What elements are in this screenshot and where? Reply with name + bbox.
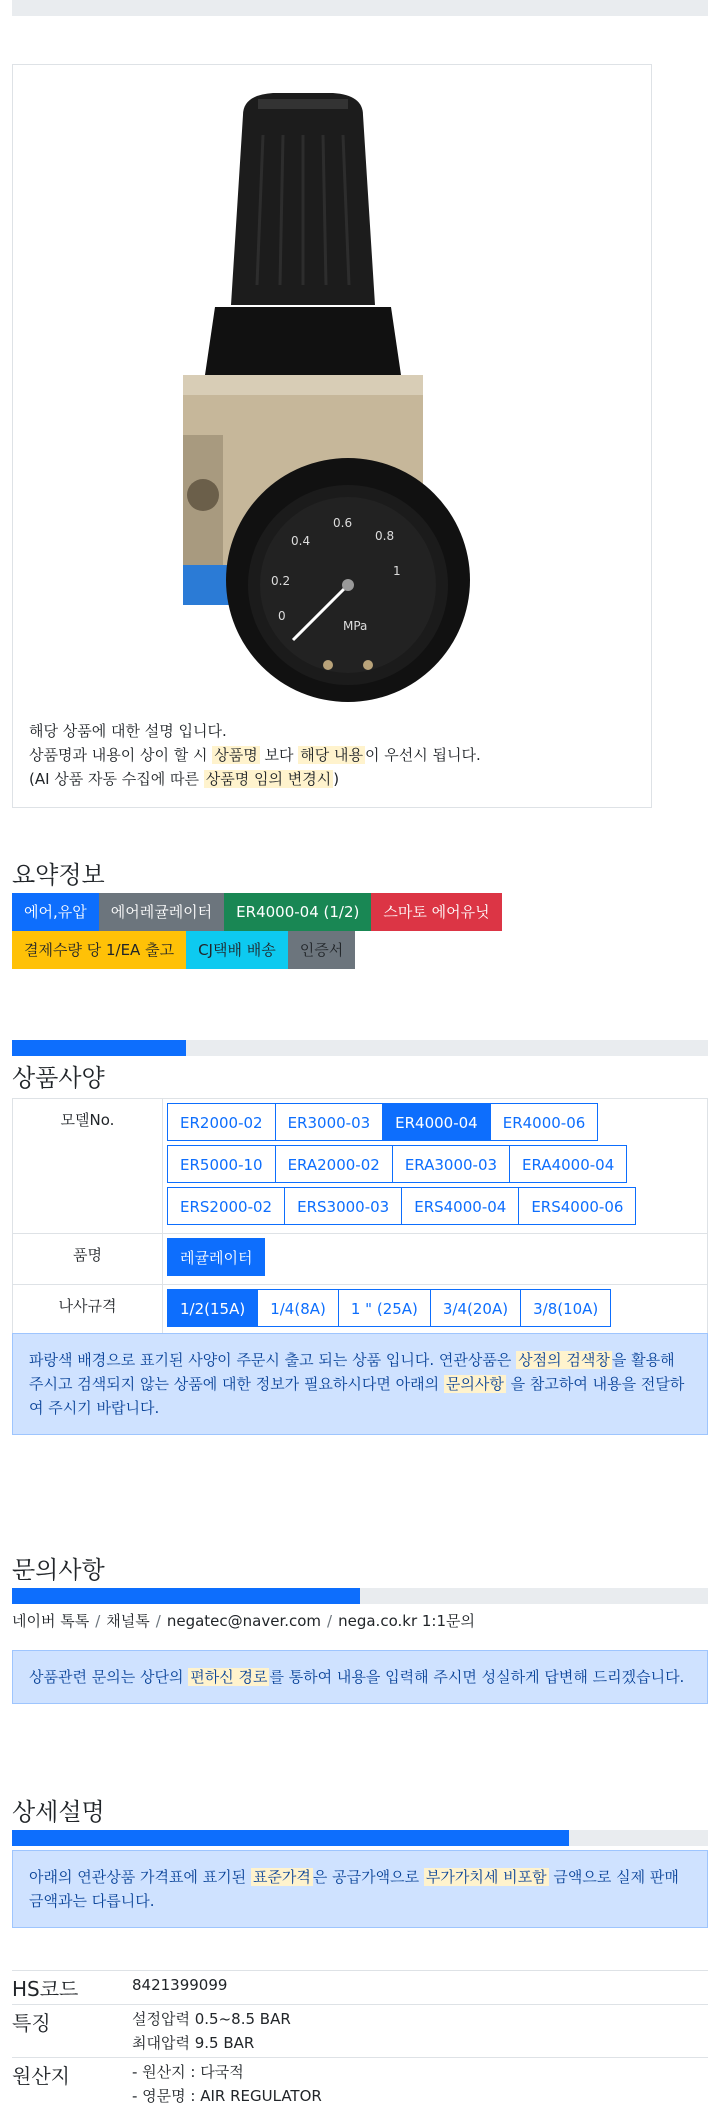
product-image [153,75,513,755]
notice-text: 은 공급가액으로 [312,1868,424,1886]
separator: / [95,1612,101,1630]
info-value-feature [132,2007,291,2055]
spec-notice [12,1333,708,1435]
notice-highlight: 문의사항 [445,1375,504,1393]
info-row-hs [12,1970,708,2004]
option-model[interactable]: ER4000-06 [490,1103,599,1141]
inquiry-notice [12,1650,708,1704]
notice-text: 을 활용해 주시고 검색되지 않는 상품에 대한 정보가 필요하시다면 아래의 [29,1351,675,1393]
origin-line: - 영문명 : AIR REGULATOR [132,2087,322,2105]
option-model[interactable]: ERS4000-06 [518,1187,636,1225]
spec-title: 상품사양 [12,1064,105,1092]
spec-progress-fill [12,1040,186,1056]
desc-highlight: 상품명 [214,746,258,764]
option-model[interactable]: ER5000-10 [167,1145,276,1183]
info-label-feature: 특징 [12,2011,51,2035]
svg-text:0.6: 0.6 [333,516,353,530]
badge-brand: 스마토 에어유닛 [371,893,501,931]
info-row-feature [12,2004,708,2057]
notice-text: 파랑색 배경으로 표기된 사양이 주문시 출고 되는 상품 입니다. 연관상품은 [29,1351,517,1369]
separator: / [155,1612,161,1630]
notice-highlight: 표준가격 [252,1868,311,1886]
contact-naver-talk[interactable]: 네이버 톡톡 [12,1612,90,1630]
option-model[interactable]: ERA2000-02 [275,1145,393,1183]
desc-line-1: 해당 상품에 대한 설명 입니다. [29,722,227,740]
origin-line: - 원산지 : 다국적 [132,2063,244,2081]
option-thread[interactable]: 3/8(10A) [520,1289,611,1327]
product-description [29,719,481,791]
detail-progress [12,1830,708,1846]
inquiry-progress [12,1588,708,1604]
option-thread-selected[interactable]: 1/2(15A) [167,1289,258,1327]
option-thread[interactable]: 1 " (25A) [338,1289,431,1327]
info-value-hs: 8421399099 [132,1976,228,1994]
summary-title: 요약정보 [12,861,105,889]
spec-row-name [13,1234,708,1285]
spec-row-model [13,1099,708,1234]
feature-line: 설정압력 0.5~8.5 BAR [132,2010,291,2028]
info-row-origin [12,2057,708,2110]
spec-options-name [163,1234,708,1285]
notice-text: 상품관련 문의는 상단의 [29,1668,189,1686]
detail-progress-fill [12,1830,569,1846]
spec-progress [12,1040,708,1056]
svg-text:0.2: 0.2 [271,574,291,588]
option-thread[interactable]: 1/4(8A) [257,1289,339,1327]
contact-email[interactable]: negatec@naver.com [166,1612,322,1630]
spec-label-name: 품명 [13,1234,163,1285]
spec-table [12,1098,708,1336]
desc-text: 이 우선시 됩니다. [364,746,481,764]
desc-line-3 [29,767,481,791]
svg-text:1: 1 [393,564,401,578]
notice-highlight: 부가가치세 비포함 [425,1868,547,1886]
svg-text:0: 0 [278,609,286,623]
spec-label-model: 모델No. [13,1099,163,1234]
desc-text: ) [333,770,340,788]
product-image-box [12,64,652,808]
badge-category: 에어,유압 [12,893,99,931]
feature-line: 최대압력 9.5 BAR [132,2034,255,2052]
svg-text:MPa: MPa [343,619,368,633]
spec-options-model [163,1099,708,1234]
contact-channel-talk[interactable]: 채널톡 [106,1612,150,1630]
info-label-hs: HS코드 [12,1977,79,2001]
svg-text:0.8: 0.8 [375,529,395,543]
inquiry-title: 문의사항 [12,1556,105,1584]
notice-highlight: 편하신 경로 [190,1668,268,1686]
notice-highlight: 상점의 검색창 [518,1351,610,1369]
option-model[interactable]: ERA3000-03 [392,1145,510,1183]
top-bar [12,0,708,16]
notice-text: 아래의 연관상품 가격표에 표기된 [29,1868,251,1886]
detail-title: 상세설명 [12,1798,105,1826]
spec-label-thread: 나사규격 [13,1285,163,1336]
option-model-selected[interactable]: ER4000-04 [382,1103,491,1141]
desc-text: 보다 [259,746,299,764]
spec-options-thread [163,1285,708,1336]
inquiry-progress-fill [12,1588,360,1604]
info-label-origin: 원산지 [12,2064,70,2088]
desc-text: 상품명과 내용이 상이 할 시 [29,746,213,764]
option-model[interactable]: ERS4000-04 [401,1187,519,1225]
desc-highlight: 해당 내용 [300,746,363,764]
notice-text: 를 통하여 내용을 입력해 주시면 성실하게 답변해 드리겠습니다. [269,1668,685,1686]
option-model[interactable]: ER2000-02 [167,1103,276,1141]
svg-text:0.4: 0.4 [291,534,311,548]
notice-text: 금액으로 실제 판매금액과는 다릅니다. [29,1868,679,1910]
option-name-selected[interactable]: 레귤레이터 [167,1238,265,1276]
option-model[interactable]: ERA4000-04 [509,1145,627,1183]
desc-highlight: 상품명 임의 변경시 [205,770,332,788]
separator: / [327,1612,333,1630]
detail-notice [12,1850,708,1928]
badge-quantity: 결제수량 당 1/EA 출고 [12,931,186,969]
notice-text: 을 참고하여 내용을 전달하여 주시기 바랍니다. [29,1375,685,1417]
option-thread[interactable]: 3/4(20A) [430,1289,521,1327]
option-model[interactable]: ERS3000-03 [284,1187,402,1225]
badge-model: ER4000-04 (1/2) [224,893,371,931]
contact-links [12,1610,475,1631]
badge-subcategory: 에어레귤레이터 [99,893,224,931]
contact-site-inquiry[interactable]: nega.co.kr 1:1문의 [338,1612,475,1630]
detail-info-table [12,1970,708,2110]
badge-shipping: CJ택배 배송 [186,931,288,969]
badge-certificate: 인증서 [288,931,355,969]
summary-badges [12,893,572,969]
option-model[interactable]: ER3000-03 [275,1103,384,1141]
option-model[interactable]: ERS2000-02 [167,1187,285,1225]
desc-line-2 [29,743,481,767]
desc-text: (AI 상품 자동 수집에 따른 [29,770,204,788]
spec-row-thread [13,1285,708,1336]
